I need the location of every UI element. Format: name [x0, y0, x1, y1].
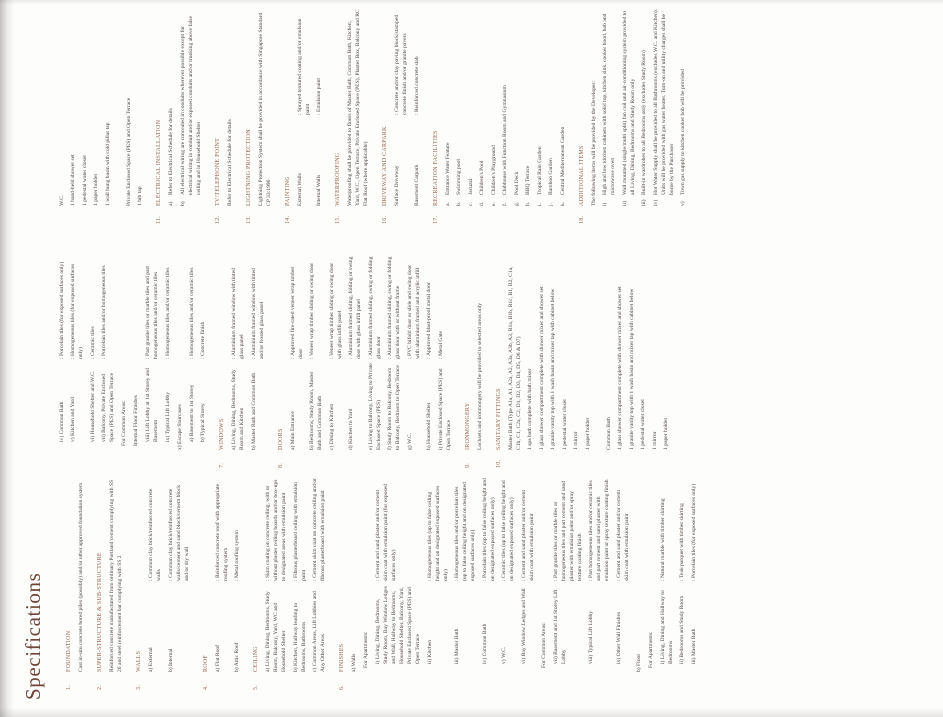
spec-label: i) Private Enclosed Space (PES) and Open Terrace — [437, 368, 452, 450]
spec-label: ix) Typical Lift Lobby — [164, 392, 171, 442]
spec-label: e) Living to Balcony, Living to Private Enclosed Space (PES) — [367, 363, 382, 450]
spec-value: : Part granite tiles or marble tiles or homogeneous tiles and part cement and sand plaster with emulsion paint and/or spray texture coating finish — [552, 480, 583, 581]
spec-text: 1 bib tap — [137, 186, 143, 206]
spec-text: 1 granite vanity top with 1 wash basin and mixer tap with cabinet below — [550, 288, 556, 450]
section-title: IRONMONGERY — [464, 402, 471, 450]
spec-value: : Aluminium framed window with tinted and/or frosted glass panel — [250, 268, 265, 359]
spec-subheading: Internal Floor Finishes — [133, 395, 139, 446]
spec-row — [413, 8, 421, 224]
spec-label: v) W.C. — [501, 646, 507, 664]
spec-row — [214, 478, 230, 690]
spec-row — [393, 8, 409, 224]
spec-value: : Concrete finish — [200, 321, 206, 359]
spec-row — [311, 478, 327, 690]
list-marker: v) — [680, 201, 686, 206]
spec-text: Waterproofing shall be provided to floors of Master Bath, Common Bath, Kitchen, Yard, W.C., Open Terrace, Private Enclosed Space (PES), Planter Box, Balcony and RC Flat Roof (where applicable) — [347, 9, 369, 206]
spec-row — [367, 256, 383, 468]
spec-label: iv) Common Bath — [481, 623, 488, 664]
spec-label: External Walls — [296, 173, 303, 206]
section-number: 8. — [277, 463, 284, 468]
list-text: Hot Water Supply shall be provided to all Bathrooms (excludes W.C. and Kitchen). Units will be provided with gas water heater. Turn-on and utility charges shall be borne by the Purchaser — [652, 8, 675, 195]
section-title: WATERPROOFING — [335, 152, 341, 206]
column-1 — [54, 478, 701, 690]
spacer — [595, 256, 601, 468]
spec-text: 1 glass shower compartment complete with shower mixer and shower set — [617, 286, 623, 450]
list-marker: i) — [602, 202, 608, 206]
list-marker: j. — [548, 203, 554, 206]
spec-text: 1 wall hung basin with cold pillar tap — [104, 122, 111, 206]
spec-subheading: b) Floor — [635, 653, 642, 672]
section-number: 12. — [214, 215, 221, 224]
list-item — [640, 8, 648, 224]
spec-value: : Cement and sand plaster and/or cement skim coat with emulsion paint — [520, 489, 535, 581]
list-text: BBQ Terrace — [525, 165, 531, 195]
list-marker: i. — [536, 203, 543, 206]
spec-row — [437, 256, 453, 468]
section-number: 6. — [339, 685, 345, 690]
spec-value: : Sprayed textured coating and/or emulsion paint — [296, 18, 311, 115]
spec-label: a) Living, Dining, Bedrooms, Study Room and Kitchen — [231, 369, 245, 450]
spec-value: : Natural marble with timber skirting — [659, 498, 666, 581]
list-text: Tropical Rain Garden — [536, 146, 543, 195]
list-marker: f. — [502, 202, 508, 206]
spec-row — [347, 256, 363, 468]
spec-value: : Emulsion paint — [316, 78, 322, 115]
spec-row — [374, 478, 422, 690]
spec-label: f) Study Room to Balcony, Bedroom to Balcony, Bedroom to Open Terrace — [387, 365, 401, 450]
spec-row — [552, 478, 584, 690]
list-marker: iv) — [652, 199, 659, 206]
list-marker: a) — [168, 201, 174, 206]
list-item — [679, 8, 687, 224]
column-3 — [54, 8, 701, 224]
spec-text: 1 hand-held shower set — [70, 154, 76, 206]
spec-row — [386, 256, 402, 468]
list-item — [167, 8, 175, 224]
list-item — [536, 8, 544, 224]
list-marker: h. — [525, 201, 531, 206]
list-item — [478, 8, 486, 224]
section-heading — [135, 478, 143, 690]
spec-row — [659, 478, 675, 690]
spec-value: : Porcelain tiles (for exposed surfaces only) — [58, 261, 65, 359]
list-marker: d. — [479, 201, 485, 206]
spec-label: iii) Master Bath — [690, 628, 697, 664]
spec-text: 1 paper holder — [663, 417, 669, 450]
spec-row — [690, 478, 698, 690]
spec-text: Locksets and ironmongery will be provided to selected areas only — [476, 302, 483, 450]
section-title: SUPER-STRUCTURE & SUB-STRUCTURE — [97, 552, 103, 672]
section-number: 4. — [202, 685, 209, 690]
spec-value: : Metal roofing system — [234, 530, 240, 581]
list-item — [601, 8, 617, 224]
spec-subheading: For Common Areas: — [121, 400, 127, 446]
spec-value: : Cement and sand plaster and/or cement skim coat with emulsion paint (for exposed surfaces only) — [375, 484, 397, 581]
section-number: 2. — [97, 685, 103, 690]
list-item — [501, 8, 509, 224]
section-number: 1. — [66, 685, 72, 690]
section-heading — [338, 478, 346, 690]
spec-label: a) Main Entrance — [289, 411, 296, 450]
section-title: WINDOWS — [219, 418, 225, 450]
section-number: 9. — [464, 463, 471, 468]
spec-value: : Approved fire-rated veneer wrap timber door — [289, 266, 304, 359]
section-heading — [495, 256, 503, 468]
spec-row — [167, 478, 191, 690]
list-marker: a. — [444, 202, 451, 206]
section-title: RECREATION FACILITIES — [432, 130, 439, 206]
spec-row — [144, 256, 160, 468]
spec-label: b) Bedrooms, Study Room, Master Bath and Common Bath — [309, 371, 323, 450]
spec-row — [406, 256, 422, 468]
list-text: Swimming pool — [456, 159, 462, 195]
list-item — [559, 8, 567, 224]
spec-label: vii) Balcony, Private Enclosed Space (PES) and Open Terrace — [101, 372, 115, 442]
list-marker: e. — [490, 202, 497, 206]
spec-subheading: a) Walls — [351, 653, 357, 672]
spec-value: : Homogeneous tiles and/or ceramic tiles — [188, 267, 195, 359]
spec-text: 1 pedestal water closet — [561, 399, 568, 450]
spec-label: i) Living, Dining, Bedrooms, Study Room, Bay Window Ledges and Wall, Hallway to Bedrooms, Household Shelter, Balcony, Yard, Private Enclosed Space (PES) and Open Terrace — [375, 586, 421, 664]
spec-value: : Porcelain tiles (for exposed surfaces only) — [690, 483, 697, 581]
spec-row — [678, 478, 686, 690]
column-2 — [54, 256, 701, 468]
list-marker: g. — [513, 201, 520, 206]
spec-text: 1 pedestal water closet — [640, 399, 646, 450]
spec-value: : Aluminium framed sliding, folding or swing door with glass infill panel — [348, 256, 362, 359]
spec-value: : Skim coating on concrete ceiling, with or without plaster ceiling boards and/or box-ups to designated areas with emulsion paint — [265, 479, 287, 581]
spec-label: d) Kitchen to Yard — [348, 408, 354, 450]
list-marker: ii) — [621, 201, 628, 206]
section-heading — [334, 8, 342, 224]
spec-text: Refer to Electrical Schedule for details — [226, 119, 233, 206]
section-number: 15. — [335, 215, 341, 224]
spec-value: : Common clay brick/reinforced concrete walls — [148, 488, 162, 581]
spec-text: 1 paper holder — [584, 417, 591, 450]
document-title: Specifications — [21, 572, 45, 700]
spec-value: : Cement skim coat on concrete ceiling and/or fibrous plasterboard with emulsion paint — [312, 478, 326, 581]
spec-row — [69, 256, 85, 468]
spec-text: 1 spa bath complete with bath mixer — [527, 368, 533, 450]
spec-label: i) Living, Dining and Hallway to Bedrooms — [659, 590, 674, 664]
list-text: All electrical wiring are concealed in conduits wherever possible except for electrical wiring in conduit and/or exposed conduits and/or trunking above false ceiling and in Household Shelter — [179, 16, 202, 195]
spec-value: : Aluminium framed sliding, swing or folding glass door — [367, 256, 382, 359]
spec-text: Lightning Protection System shall be provided in accordance with Singapore Standard CP 33:1996 — [257, 12, 272, 206]
section-title: LIGHTNING PROTECTION — [245, 129, 252, 206]
spec-label: b) Typical Storey — [200, 403, 206, 442]
list-item — [179, 8, 203, 224]
list-item — [455, 8, 463, 224]
spec-text: 1 paper holder — [93, 173, 99, 206]
list-text: Wall mounted (single/multi split) fan coil unit air-conditioning system provided to all Living, Dining, Bedrooms and Study Room only — [621, 10, 636, 195]
section-title: FINISHES — [339, 643, 345, 672]
spec-row — [453, 478, 477, 690]
section-number: 16. — [382, 215, 388, 224]
spec-label: ii) Bedrooms and Study Room — [679, 595, 685, 664]
spec-label: h) Household Shelter — [426, 402, 432, 450]
spec-value: : Fibrous plasterboard ceiling with emulsion paint — [292, 482, 307, 581]
section-number: 13. — [245, 215, 252, 224]
spec-value: : Aluminium framed sliding, swing or folding glass door with or without frame — [387, 256, 401, 359]
spec-row — [292, 478, 308, 690]
section-title: CEILING — [253, 646, 259, 672]
spec-value: : Ceramic tiles — [89, 326, 96, 359]
spec-label: a) Basement to 1st Storey — [188, 384, 195, 442]
spec-label: vii) Basement and 1st Storey Lift Lobby — [552, 589, 567, 664]
section-heading — [464, 256, 472, 468]
list-marker: iii) — [641, 199, 647, 206]
section-number: 11. — [156, 215, 162, 224]
section-number: 5. — [253, 685, 259, 690]
spec-row — [587, 478, 611, 690]
list-item — [652, 8, 676, 224]
section-title: DOORS — [277, 428, 284, 450]
spec-value: : Common clay brick/reinforced concrete walls/cement and sand block/cement block and/or dry wall — [167, 485, 190, 581]
list-text: Built-in wardrobes to all Bedrooms only (excludes Study Room) — [641, 50, 647, 195]
list-item — [444, 8, 452, 224]
spec-text: Common Bath — [605, 417, 612, 450]
list-marker: c. — [467, 202, 474, 206]
section-heading — [65, 478, 73, 690]
spec-value: : Homogeneous tiles and/or porcelain tiles (up to false ceiling height and on designated exposed surfaces only) — [454, 482, 476, 581]
spec-label: c) Dining to Kitchen — [328, 403, 335, 450]
spec-row — [315, 8, 323, 224]
list-marker: k. — [559, 201, 566, 206]
spec-row — [425, 256, 433, 468]
spec-label: g) W.C. — [406, 432, 413, 450]
spec-label: b) Internal — [167, 648, 174, 672]
spec-label: vi) Bay Window Ledges and Wall — [520, 588, 527, 664]
spec-label: Surface Driveway — [394, 165, 400, 206]
spec-text: 1 glass shower compartment complete with shower mixer and shower set — [538, 286, 545, 450]
list-text: Entrance Water Feature — [444, 142, 451, 195]
spec-label: a) Living, Dining, Bedrooms, Study Room, Balcony, Yard, WC and Household Shelter — [265, 591, 287, 672]
list-item — [513, 8, 521, 224]
section-heading — [277, 256, 285, 468]
spec-row — [296, 8, 312, 224]
spec-row — [230, 256, 246, 468]
spec-value: : Teak parquet with timber skirting — [679, 503, 685, 581]
spec-label: ii) Kitchen — [426, 639, 433, 664]
spec-value: : Metal Gate — [437, 331, 444, 359]
spec-subheading: For Apartments: — [647, 631, 654, 668]
spec-subheading: x) Escape Staircases — [176, 404, 183, 450]
list-item — [547, 8, 555, 224]
spec-label: b) Attic Roof — [234, 642, 240, 672]
spec-text: 1 pedestal water closet — [81, 155, 88, 206]
spec-value: : Part homogeneous tiles and/or ceramic tiles and part cement and sand plaster with emulsion paint or spray texture coating finish — [588, 479, 610, 581]
spec-label: c) Common Areas, Lift Lobbies and Any Other Areas — [312, 591, 326, 672]
list-text: Town gas supply to kitchen cooker hob will be provided — [680, 69, 686, 195]
section-number: 3. — [136, 685, 142, 690]
spec-text: The following items will be provided by the Developer: — [590, 81, 597, 206]
section-title: WALLS — [136, 650, 142, 672]
spec-row — [520, 478, 536, 690]
spec-label: b) Master Bath and Common Bath — [250, 372, 257, 450]
spec-text: 1 mirror — [651, 431, 658, 450]
spec-value: : Porcelain tiles and/or homogeneous tiles — [101, 265, 107, 359]
spec-row — [264, 478, 288, 690]
section-heading — [202, 478, 210, 690]
list-marker: b. — [456, 201, 462, 206]
section-number: 7. — [219, 463, 225, 468]
spec-value: : Veneer wrap timber sliding or swing door with glass infill panel — [328, 262, 343, 359]
spec-row — [147, 478, 163, 690]
section-heading — [432, 8, 440, 224]
section-title: FOUNDATION — [66, 630, 72, 672]
spec-value: : Homogeneous tiles (up to false ceiling height and on designated exposed surfaces only) — [426, 485, 449, 581]
section-number: 14. — [284, 215, 291, 224]
spec-text: W.C. — [58, 194, 65, 206]
spec-subheading: For Common Areas: — [540, 622, 547, 668]
list-text: Clubhouse with Function Room and Gymnasium — [502, 85, 508, 195]
spec-label: Internal Walls — [316, 174, 322, 206]
list-text: Central Mediterranean Garden — [559, 126, 566, 195]
spec-row — [328, 256, 344, 468]
spec-row — [100, 256, 116, 468]
spec-text: Private Enclosed Space (PES) and Open Terrace — [125, 97, 132, 206]
spec-label: iii) Master Bath — [454, 628, 460, 664]
spec-label: ix) Other Wall Finishes — [615, 611, 622, 664]
section-title: DRIVEWAY AND CARPARK — [382, 126, 388, 206]
spec-row — [308, 256, 324, 468]
spec-row — [199, 256, 207, 468]
section-heading — [284, 8, 292, 224]
spec-label: viii) Typical Lift Lobby — [588, 610, 594, 664]
section-title: SANITARY FITTINGS — [495, 388, 502, 450]
list-text: Refer to Electrical Schedule for details — [168, 108, 174, 195]
spec-row — [500, 478, 516, 690]
spec-label: b) Kitchen, Hallway leading to Bedrooms, Bathrooms — [292, 602, 307, 672]
spec-value: : Reinforced concrete slab — [413, 56, 420, 115]
spec-value: : Veneer wrap timber sliding or swing door — [309, 262, 315, 359]
section-heading — [245, 8, 253, 224]
spec-row — [615, 478, 631, 690]
list-item — [467, 8, 475, 224]
section-title: PAINTING — [284, 176, 291, 206]
list-marker: b) — [179, 201, 186, 206]
spec-value: : Ceramic tiles (up to false ceiling height and on designated exposed surfaces only) — [501, 480, 515, 581]
spec-row — [233, 478, 241, 690]
columns — [46, 0, 701, 717]
spec-value: : Homogeneous tiles (for exposed surfaces only) — [70, 263, 84, 359]
section-title: TV/TELEPHONE POINT — [214, 138, 221, 206]
section-title: ROOF — [202, 654, 209, 672]
section-title: ELECTRICAL INSTALLATION — [156, 119, 162, 206]
list-item — [524, 8, 532, 224]
spec-row — [426, 478, 450, 690]
spec-row — [58, 256, 66, 468]
spec-label: a) Flat Roof — [214, 644, 221, 672]
section-number: 18. — [578, 215, 585, 224]
spec-value: : Porcelain tiles (up to false ceiling height and on designated exposed surfaces only) — [481, 478, 496, 581]
spec-value: : Part granite tiles or marble tiles and part homogeneous tiles and/or ceramic tiles — [145, 266, 159, 359]
spec-value: : Concrete and/or clay paving block/stamped concrete finish and/or granite pavers — [394, 14, 408, 115]
spec-label: a) External — [148, 647, 154, 672]
spacer — [115, 8, 121, 224]
spec-row — [164, 256, 172, 468]
spec-label: viii) Lift Lobby at 1st Storey and Basement — [145, 368, 159, 442]
spec-label: iv) Common Bath — [58, 401, 65, 442]
spec-value: : Cement and sand plaster and/or cement skim coat with emulsion paint — [615, 489, 630, 581]
list-item — [621, 8, 637, 224]
spec-text: Reinforced concrete manufactured from ordinary Portland cement complying with SS 26 and steel reinforcement bar complying with SS 2 — [109, 479, 123, 672]
spec-value: : PVC bifold door or slide and swing door with aluminium framed and acrylic infill — [406, 264, 421, 359]
spec-text: 1 granite vanity top with 1 wash basin and mixer tap with cabinet below — [628, 288, 635, 450]
list-text: Pool Deck — [513, 171, 520, 195]
spec-value: : Homogeneous tiles and/or ceramic tiles — [164, 267, 171, 359]
spec-text: Master Bath (Type A1a, A1, A2a, A2, A3a, A3b, A3, B1a, B1b, B1c, B1, B2, C1a, C1b, C1, C2a, C2, D1, D2, D3, D4, D5, D6 & D7) — [507, 266, 522, 450]
spec-label: vi) Household Shelter and W.C. — [89, 370, 96, 442]
spec-value: : Approved blast-proof metal door — [426, 282, 432, 359]
spec-row — [89, 256, 97, 468]
spec-value: : Reinforced concrete roof with appropriate roofing system — [214, 483, 229, 581]
section-heading — [218, 256, 226, 468]
spec-text: Cast in-situ concrete bored piles (possibly) and/or other approved foundation system — [78, 482, 84, 672]
section-number: 17. — [432, 215, 439, 224]
list-text: Bamboo Garden — [548, 158, 554, 195]
section-heading — [578, 8, 586, 224]
spec-row — [481, 478, 497, 690]
spec-row — [188, 256, 196, 468]
spec-row — [250, 256, 266, 468]
spec-label: v) Kitchen and Yard — [70, 396, 76, 442]
section-number: 10. — [495, 459, 502, 468]
section-heading — [381, 8, 389, 224]
list-text: High and low kitchen cabinets with solid top, kitchen sink, cooker hood, hob and microwave oven — [602, 13, 616, 195]
section-heading — [214, 8, 222, 224]
list-text: Jacuzzi — [467, 178, 474, 195]
list-text: Children's Pool — [479, 160, 485, 195]
spec-text: 1 mirror — [573, 431, 579, 450]
spec-value: : Aluminium framed window with tinted glass panel — [231, 268, 245, 359]
section-title: ADDITIONAL ITEMS — [578, 145, 585, 206]
spec-row — [289, 256, 305, 468]
spec-subheading: For Apartments: — [363, 631, 369, 668]
section-heading — [96, 478, 104, 690]
spec-label: Basement Carpark — [413, 164, 420, 206]
section-heading — [252, 478, 260, 690]
list-text: Children's Playground — [490, 145, 497, 195]
section-heading — [155, 8, 163, 224]
list-item — [490, 8, 498, 224]
